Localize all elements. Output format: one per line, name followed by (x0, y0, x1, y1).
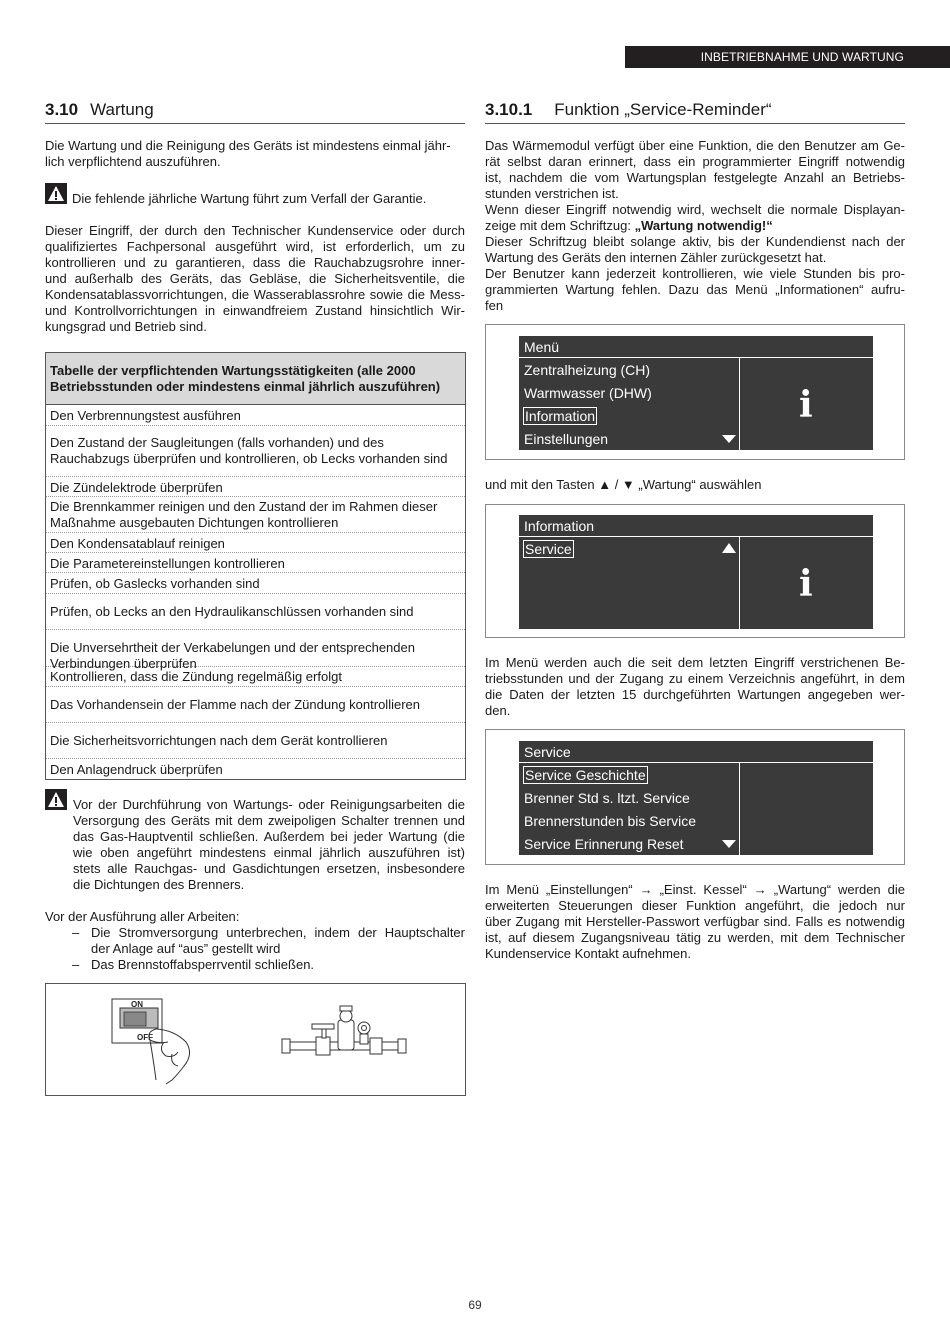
cell-text: Das Vorhandensein der Flamme nach der Zündung kontrollieren (50, 697, 420, 712)
text-line: Kondensatablassvorrichtungen, die Wasserablassrohre sowie die Mess- (45, 287, 465, 302)
settings-paragraph (485, 882, 905, 962)
display-service-frame (485, 729, 905, 865)
cell-text: Kontrollieren, dass die Zündung regelmäßig erfolgt (50, 669, 342, 684)
switch-and-valve-illustration (46, 984, 465, 1095)
display-title: Information (519, 515, 873, 537)
menu-item-einstellungen[interactable]: Einstellungen (524, 431, 609, 447)
text-line: Kundenservice Kontakt aufnehmen. (485, 946, 691, 961)
info-icon: i (799, 384, 813, 426)
text-line: Versorgung des Geräts mit dem zweipoligen Schalter trennen und (73, 813, 465, 828)
text-line: Betriebsstunden oder mindestens einmal jährlich auszuführen) (50, 379, 441, 394)
text-line: und Kontrollvorrichtungen in einwandfreiem Zustand hinsichtlich Wir- (45, 303, 465, 318)
table-row (46, 426, 465, 477)
display-information-frame (485, 504, 905, 638)
cell-text: Den Zustand der Saugleitungen (falls vorhanden) und des (50, 435, 384, 450)
table-row (46, 667, 465, 687)
warning-text (73, 797, 465, 893)
table-row (46, 497, 465, 533)
menu-item-information[interactable]: Information (525, 408, 596, 424)
table-row (46, 553, 465, 573)
display-divider (739, 358, 740, 450)
switch-off-label: OFF (137, 1033, 153, 1042)
text-line: Wenn dieser Eingriff notwendig wird, wechselt die normale Displayan- (485, 202, 905, 217)
section-title: Wartung (90, 100, 154, 119)
chapter-header: INBETRIEBNAHME UND WARTUNG (625, 46, 950, 68)
cell-text: Prüfen, ob Gaslecks vorhanden sind (50, 576, 260, 591)
scroll-down-icon (722, 435, 736, 443)
text-line: triebsstunden und der Zugang zu einem Verzeichnis angeführt, in dem (485, 671, 905, 686)
maintenance-table (45, 352, 466, 780)
display-divider (739, 763, 740, 855)
text-line: der Anlage auf “aus” gestellt wird (91, 941, 281, 956)
step-item (72, 957, 465, 973)
scroll-up-icon (722, 543, 736, 553)
intro-paragraph (45, 138, 465, 170)
text-line: die Dichtungen des Brenners. (73, 877, 245, 892)
table-row (46, 477, 465, 497)
select-instruction: und mit den Tasten ▲ / ▼ „Wartung“ auswählen (485, 477, 762, 492)
table-header (46, 353, 465, 405)
section-heading-wartung (45, 100, 154, 120)
cell-text: Die Parametereinstellungen kontrollieren (50, 556, 285, 571)
cell-text: Die Unversehrtheit der Verkabelungen und der entsprechenden (50, 640, 415, 655)
text-line: lich verpflichtend auszuführen. (45, 154, 221, 169)
text-line: und außerhalb des Geräts, das Gebläse, die Sicherheitsventile, die (45, 271, 465, 286)
display-screen-menu (519, 336, 873, 450)
gas-valve-drawing (282, 1006, 406, 1055)
text-line: kungsgrad und Betrieb sind. (45, 319, 207, 334)
menu-item-service[interactable]: Service (525, 541, 572, 557)
illustration-box (45, 983, 466, 1096)
text-line: Dieser Schriftzug bleibt solange aktiv, bis der Kundendienst nach der (485, 234, 905, 249)
text-line: Die Stromversorgung unterbrechen, indem der Hauptschalter (91, 925, 465, 940)
text-line: die Daten der letzten 15 durchgeführten Wartungen angegeben wer- (485, 687, 905, 702)
cell-text: Maßnahme ausgebauten Dichtungen kontrollieren (50, 515, 339, 530)
section-rule (485, 123, 905, 124)
text-line: Die Wartung und die Reinigung des Geräts ist mindestens einmal jähr- (45, 138, 451, 153)
cell-text: Rauchabzugs überprüfen und kontrollieren, ob Lecks vorhanden sind (50, 451, 448, 466)
menu-item-service-geschichte[interactable]: Service Geschichte (525, 767, 646, 783)
step-item (72, 925, 465, 957)
text-line: den. (485, 703, 511, 718)
text-fragment: zeige mit dem Schriftzug: (485, 218, 635, 233)
text-line: das Gas-Hauptventil schließen. Außerdem bei jeder Wartung (die (73, 829, 465, 844)
dash-bullet: – (72, 925, 80, 940)
table-row (46, 533, 465, 553)
text-line: Wartung des Geräts den internen Zähler zurückgesetzt hat. (485, 250, 827, 265)
table-row (46, 687, 465, 723)
menu-item-brenner-std[interactable]: Brenner Std s. ltzt. Service (524, 790, 690, 806)
cell-text: Die Sicherheitsvorrichtungen nach dem Gerät kontrollieren (50, 733, 388, 748)
text-line: kontrollieren und zu garantieren, dass die Rauchabzugsrohre inner- (45, 255, 465, 270)
cell-text: Prüfen, ob Lecks an den Hydraulikanschlüssen vorhanden sind (50, 604, 414, 619)
text-line: Tabelle der verpflichtenden Wartungsstätigkeiten (alle 2000 (50, 363, 416, 378)
cell-text: Verbindungen überprüfen (50, 656, 197, 671)
display-title: Service (519, 741, 873, 763)
warning-guarantee (45, 183, 465, 204)
menu-item-brennerstunden[interactable]: Brennerstunden bis Service (524, 813, 696, 829)
cell-text: Den Kondensatablauf reinigen (50, 536, 225, 551)
switch-on-label: ON (131, 1000, 143, 1009)
body-paragraph (45, 223, 465, 335)
cell-text: Den Verbrennungstest ausführen (50, 408, 241, 423)
reminder-intro (485, 138, 905, 314)
display-screen-service (519, 741, 873, 855)
wartung-notwendig-text: „Wartung notwendig!“ (634, 218, 773, 233)
menu-item-warmwasser[interactable]: Warmwasser (DHW) (524, 385, 652, 401)
cell-text: Die Zündelektrode überprüfen (50, 480, 223, 495)
text-line: ist, auf diesem Zugangsniveau tätig zu werden, mit dem Technischer (485, 930, 905, 945)
text-line: Dieser Eingriff, der durch den Technischer Kundenservice oder durch (45, 223, 465, 238)
cell-text: Die Brennkammer reinigen und den Zustand der im Rahmen dieser (50, 499, 438, 514)
text-line: stunden verstrichen ist. (485, 186, 619, 201)
text-line: rät selbst daran erinnert, dass ein programmierter Eingriff notwendig (485, 154, 905, 169)
menu-item-zentralheizung[interactable]: Zentralheizung (CH) (524, 362, 651, 378)
text-line: grammierten Wartung fehlen. Dazu das Menü „Informationen“ aufru- (485, 282, 905, 297)
text-line: ist, nachdem die vom Wartungsplan festgelegte Anzahl an Betriebs- (485, 170, 905, 185)
text-line: Der Benutzer kann jederzeit kontrollieren, wie viele Stunden bis pro- (485, 266, 905, 281)
table-row (46, 594, 465, 630)
info-icon: i (799, 563, 813, 605)
display-screen-information (519, 515, 873, 629)
text-line: fen (485, 298, 504, 313)
text-line: qualifiziertes Fachpersonal ausgeführt wird, ist erforderlich, um zu (45, 239, 465, 254)
warning-icon (45, 789, 67, 810)
text-line: Das Wärmemodul verfügt über eine Funktion, die den Benutzer am Ge- (485, 138, 905, 153)
text-line: stets alle Rauchgas- und Gasdichtungen ersetzen, insbesondere (73, 861, 465, 876)
page-number: 69 (468, 1298, 482, 1312)
scroll-down-icon (722, 840, 736, 848)
table-row (46, 573, 465, 594)
dash-bullet: – (72, 957, 80, 972)
warning-icon (45, 183, 67, 204)
display-divider (739, 537, 740, 629)
text-line (485, 218, 905, 234)
text-line: Vor der Durchführung von Wartungs- oder Reinigungsarbeiten die (73, 797, 465, 812)
section-number: 3.10.1 (485, 100, 533, 119)
before-work-label: Vor der Ausführung aller Arbeiten: (45, 909, 240, 924)
table-row (46, 630, 465, 671)
text-line: Im Menü werden auch die seit dem letzten Eingriff verstrichenen Be- (485, 655, 905, 670)
text-line: über Zugang mit Hersteller-Passwort verfügbar sind. Falls es notwendig (485, 914, 905, 929)
table-row (46, 406, 465, 426)
main-switch-drawing (112, 999, 190, 1084)
table-row (46, 723, 465, 759)
text-line: Im Menü „Einstellungen“ → „Einst. Kessel“ → „Wartung“ werden die (485, 882, 905, 897)
menu-item-erinnerung-reset[interactable]: Service Erinnerung Reset (524, 836, 684, 852)
section-title: Funktion „Service-Reminder“ (554, 100, 772, 119)
section-rule (45, 123, 465, 124)
table-row (46, 759, 465, 779)
text-line: erweiterten Steuerungen dieser Funktion angeführt, die jedoch nur (485, 898, 905, 913)
section-heading-service-reminder (485, 100, 772, 120)
text-line: wie oben angeführt mindestens einmal jährlich auszuführen ist) (73, 845, 465, 860)
history-paragraph (485, 655, 905, 719)
text-line: Das Brennstoffabsperrventil schließen. (91, 957, 315, 972)
display-menu-frame (485, 324, 905, 460)
cell-text: Den Anlagendruck überprüfen (50, 762, 223, 777)
warning-text: Die fehlende jährliche Wartung führt zum Verfall der Garantie. (72, 191, 427, 206)
section-number: 3.10 (45, 100, 79, 119)
display-title: Menü (519, 336, 873, 358)
